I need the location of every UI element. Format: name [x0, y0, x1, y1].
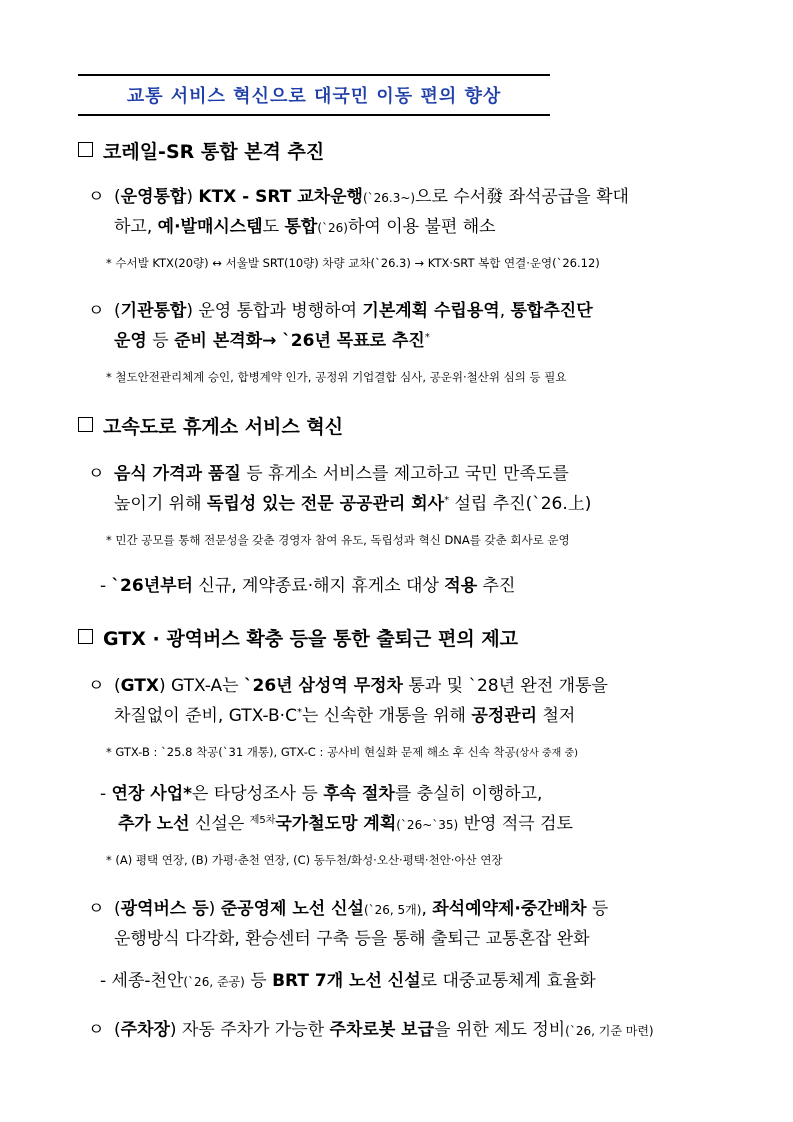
s3-dash1-line1: - 연장 사업*은 타당성조사 등 후속 절차를 충실히 이행하고,	[100, 784, 543, 804]
s3-dash2: - 세종-천안(`26, 준공) 등 BRT 7개 노선 신설로 대중교통체계 효율화	[100, 971, 596, 991]
s3-bullet1-note: * GTX-B : `25.8 착공(`31 개통), GTX-C : 공사비 현실화 문제 해소 후 신속 착공(상사 중재 중)	[106, 745, 579, 759]
s3-bullet2-line1: ㅇ (광역버스 등) 준공영제 노선 신설(`26, 5개), 좌석예약제·중간배차 등	[88, 894, 608, 919]
s1-bullet2-line2: 운영 등 준비 본격화→ `26년 목표로 추진*	[114, 331, 430, 351]
bullet-icon: ㅇ	[88, 1020, 105, 1040]
title-box	[78, 74, 550, 116]
section-heading-1: 코레일-SR 통합 본격 추진	[78, 137, 324, 164]
s3-bullet3: ㅇ (주차장) 자동 주차가 가능한 주차로봇 보급을 위한 제도 정비(`26, 기준 마련)	[88, 1015, 654, 1040]
s3-dash1-note: * (A) 평택 연장, (B) 가평·춘천 연장, (C) 동두천/화성·오산·평택·천안·아산 연장	[106, 853, 503, 867]
s1-bullet1-note: * 수서발 KTX(20량) ↔ 서울발 SRT(10량) 차량 교차(`26.3) → KTX·SRT 복합 연결·운영(`26.12)	[106, 256, 600, 270]
bullet-icon: ㅇ	[88, 676, 105, 696]
checkbox-square-icon	[78, 417, 93, 432]
s3-bullet1-line2: 차질없이 준비, GTX-B·C*는 신속한 개통을 위해 공정관리 철저	[114, 706, 576, 726]
s1-bullet1-line1: ㅇ (운영통합) KTX - SRT 교차운행(`26.3~)으로 수서發 좌석공급을 확대	[88, 182, 629, 207]
s3-bullet2-line2: 운행방식 다각화, 환승센터 구축 등을 통해 출퇴근 교통혼잡 완화	[114, 929, 590, 949]
section-heading-3: GTX · 광역버스 확충 등을 통한 출퇴근 편의 제고	[78, 624, 518, 651]
s1-bullet2-line1: ㅇ (기관통합) 운영 통합과 병행하여 기본계획 수립용역, 통합추진단	[88, 296, 593, 321]
bullet-icon: ㅇ	[88, 301, 105, 321]
s2-bullet1-line1: ㅇ 음식 가격과 품질 등 휴게소 서비스를 제고하고 국민 만족도를	[88, 459, 569, 484]
s2-bullet1-note: * 민간 공모를 통해 전문성을 갖춘 경영자 참여 유도, 독립성과 혁신 DNA를 갖춘 회사로 운영	[106, 533, 570, 547]
bullet-icon: ㅇ	[88, 187, 105, 207]
s2-dash1: - `26년부터 신규, 계약종료·해지 휴게소 대상 적용 추진	[100, 576, 516, 596]
s1-bullet1-line2: 하고, 예·발매시스템도 통합(`26)하여 이용 불편 해소	[114, 217, 496, 237]
page-title: 교통 서비스 혁신으로 대국민 이동 편의 향상	[126, 86, 502, 107]
section-heading-2: 고속도로 휴게소 서비스 혁신	[78, 412, 343, 439]
s2-bullet1-line2: 높이기 위해 독립성 있는 전문 공공관리 회사* 설립 추진(`26.上)	[114, 494, 592, 514]
s1-bullet2-note: * 철도안전관리체계 승인, 합병계약 인가, 공정위 기업결합 심사, 공운위·철산위 심의 등 필요	[106, 370, 567, 384]
checkbox-square-icon	[78, 629, 93, 644]
bullet-icon: ㅇ	[88, 464, 105, 484]
bullet-icon: ㅇ	[88, 899, 105, 919]
s3-bullet1-line1: ㅇ (GTX) GTX-A는 `26년 삼성역 무정차 통과 및 `28년 완전 개통을	[88, 671, 608, 696]
s3-dash1-line2: 추가 노선 신설은 $^{제5차}$국가철도망 계획(`26~`35) 반영 적극 검토	[118, 814, 573, 834]
checkbox-square-icon	[78, 142, 93, 157]
